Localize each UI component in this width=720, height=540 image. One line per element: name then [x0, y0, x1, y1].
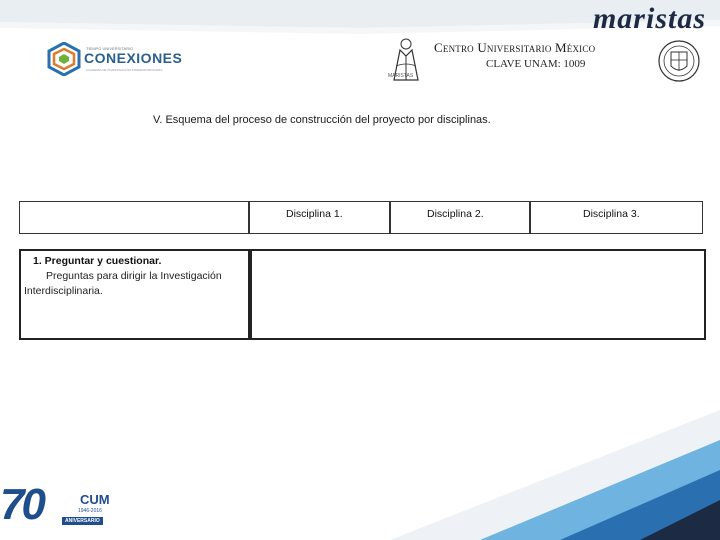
section-heading: V. Esquema del proceso de construcción del proyecto por disciplinas.	[153, 114, 491, 126]
anniversary-years: 1946-2016	[78, 508, 102, 514]
conexiones-title: CONEXIONES	[84, 50, 183, 66]
conexiones-icon	[46, 42, 82, 76]
maristas-logo: maristas	[592, 2, 706, 35]
anniversary-logo	[0, 480, 120, 530]
institution-clave: CLAVE UNAM: 1009	[486, 58, 586, 70]
column-label: Disciplina 3.	[583, 208, 640, 220]
anniversary-label: ANIVERSARIO	[62, 517, 103, 525]
anniversary-number: 70	[0, 480, 43, 529]
table-header-disciplina-3	[530, 201, 703, 234]
row-description-line2: Interdisciplinaria.	[24, 285, 103, 297]
unam-shield-icon	[658, 38, 700, 84]
decorative-corner	[390, 410, 720, 540]
row-description-line1: Preguntas para dirigir la Investigación	[46, 270, 222, 282]
table-header-disciplina-1	[249, 201, 390, 234]
column-label: Disciplina 2.	[427, 208, 484, 220]
institution-title: Centro Universitario México	[434, 40, 596, 55]
row-title: 1. Preguntar y cuestionar.	[33, 255, 162, 267]
conexiones-small-label: TIEMPO UNIVERSITARIO	[86, 46, 134, 51]
conexiones-subtitle: ACADEMIA DE INVESTIGACIÓN INTERDISCIPLINARIA	[86, 68, 163, 72]
table-row-content-cell[interactable]	[250, 249, 706, 340]
table-header-blank	[19, 201, 249, 234]
seal-left-label: MARISTAS	[388, 73, 414, 79]
cum-mark: CUM	[80, 492, 110, 507]
column-label: Disciplina 1.	[286, 208, 343, 220]
table-header-disciplina-2	[390, 201, 530, 234]
